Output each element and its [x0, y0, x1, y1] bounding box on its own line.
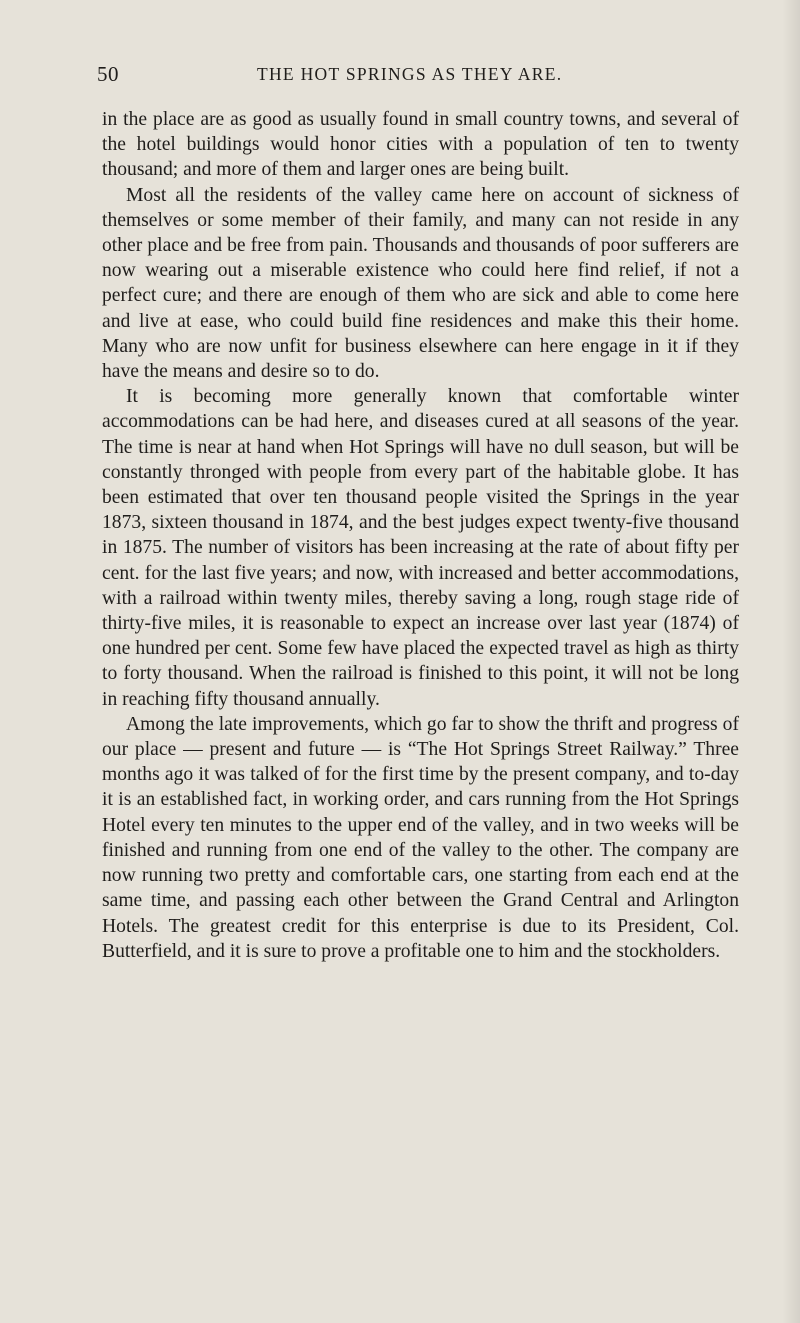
- page-edge-shadow: [782, 0, 800, 1323]
- paragraph-street-railway: Among the late improvements, which go far to show the thrift and progress of our place — present and future — is “The Hot Springs Street Railway.” Three months ago it was talked of for the first time by the present company, and to-day it is an established fact, in working order, and cars running from the Hot Springs Hotel every ten minutes to the upper end of the valley, and in two weeks will be finished and running from one end of the valley to the other. The company are now running two pretty and comfortable cars, one starting from each end at the same time, and passing each other between the Grand Central and Arlington Hotels. The greatest credit for this enterprise is due to its President, Col. Butterfield, and it is sure to prove a profitable one to him and the stockholders.: [102, 713, 739, 962]
- paragraph-residents: Most all the residents of the valley came here on account of sickness of themselves or some member of their family, and many can not reside in any other place and be free from pain. Thousands and thousands of poor sufferers are now wearing out a miserable existence who could here find relief, if not a perfect cure; and there are enough of them who are sick and able to come here and live at ease, who could build fine residences and make this their home. Many who are now unfit for business elsewhere can here engage in it if they have the means and desire so to do.: [102, 184, 739, 383]
- paragraph-continuation: in the place are as good as usually found in small country towns, and several of the hotel buildings would honor cities with a population of ten to twenty thousand; and more of them and larger ones are being built.: [102, 109, 739, 181]
- page-header: [97, 62, 737, 92]
- paragraph-visitors: It is becoming more generally known that comfortable winter accommodations can be had here, and diseases cured at all seasons of the year. The time is near at hand when Hot Springs will have no dull season, but will be constantly thronged with people from every part of the habitable globe. It has been estimated that over ten thousand people visited the Springs in the year 1873, sixteen thousand in 1874, and the best judges expect twenty-five thousand in 1875. The number of visitors has been increasing at the rate of about fifty per cent. for the last five years; and now, with increased and better accommodations, with a railroad within twenty miles, thereby saving a long, rough stage ride of thirty-five miles, it is reasonable to expect an increase over last year (1874) of one hundred per cent. Some few have placed the expected travel as high as thirty to forty thousand. When the railroad is finished to this point, it will not be long in reaching fifty thousand annually.: [102, 386, 739, 710]
- body-text: [102, 107, 739, 964]
- page-number: 50: [97, 62, 119, 86]
- running-head: THE HOT SPRINGS AS THEY ARE.: [257, 64, 563, 84]
